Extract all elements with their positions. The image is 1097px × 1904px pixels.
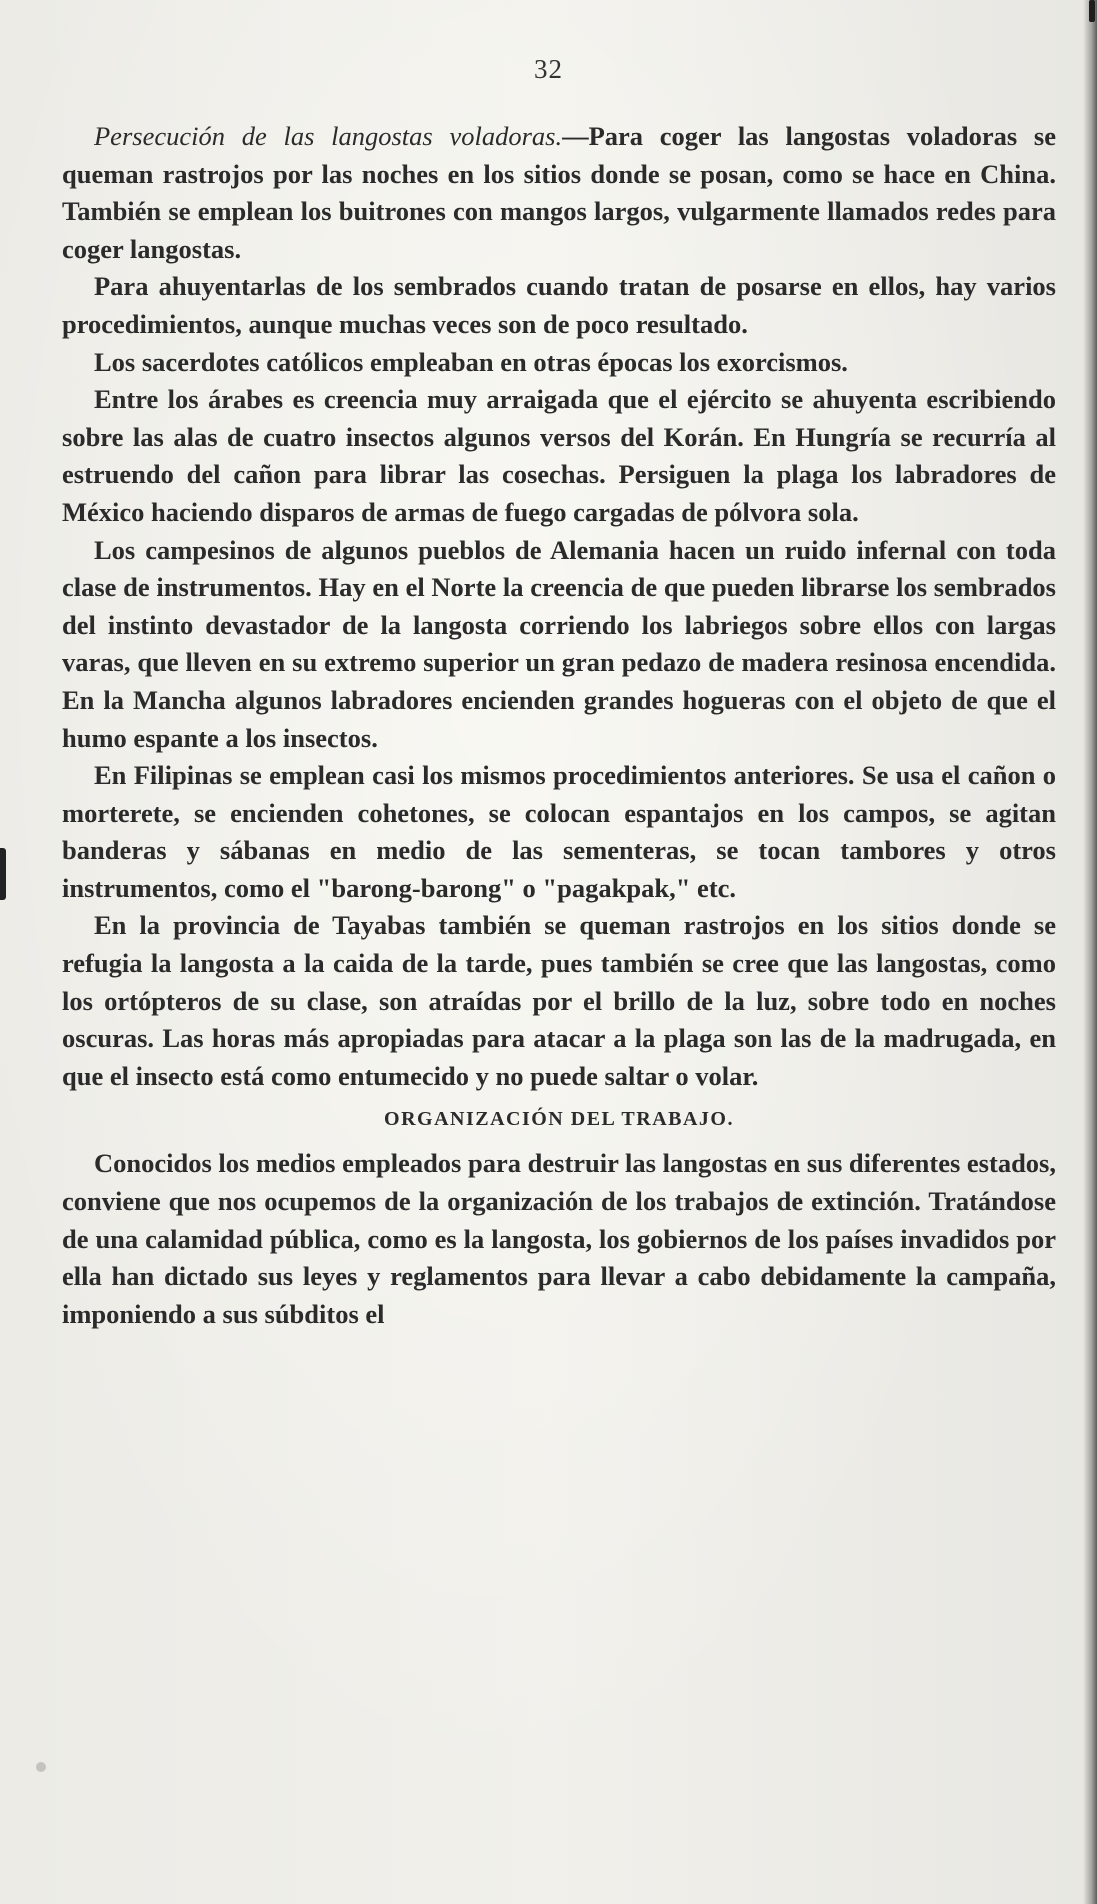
section-heading: ORGANIZACIÓN DEL TRABAJO. <box>384 1108 734 1131</box>
paragraph-ahuyentar: Para ahuyentarlas de los sembrados cuando tratan de posarse en ellos, hay varios procedimientos, aunque muchas veces son de poco resultado. <box>62 271 1056 339</box>
paragraph-persecucion <box>62 118 1056 268</box>
scan-speck <box>36 1762 46 1772</box>
paragraph-tayabas: En la provincia de Tayabas también se queman rastrojos en los sitios donde se refugia la langosta a la caida de la tarde, pues también se cree que las langostas, como los ortópteros de su clase, son atraídas por el brillo de la luz, sobre todo en noches oscuras. Las horas más apropiadas para atacar a la plaga son las de la madrugada, en que el insecto está como entumecido y no puede saltar o volar. <box>62 910 1056 1091</box>
paragraph-text: —Para coger las langostas voladoras se queman rastrojos por las noches en los sitios donde se posan, como se hace en China. También se emplean los buitrones con mangos largos, vulgarmente llamados redes para coger langostas. <box>62 121 1057 264</box>
paragraph-arabes: Entre los árabes es creencia muy arraigada que el ejército se ahuyenta escribiendo sobre las alas de cuatro insectos algunos versos del Korán. En Hungría se recurría al estruendo del cañon para librar las cosechas. Persiguen la plaga los labradores de México haciendo disparos de armas de fuego cargadas de pólvora sola. <box>62 384 1056 527</box>
page-edge-shadow <box>1083 0 1097 1904</box>
page-number: 32 <box>534 54 563 84</box>
paragraph-sacerdotes: Los sacerdotes católicos empleaban en otras épocas los exorcismos. <box>94 346 848 377</box>
paragraph-organizacion: Conocidos los medios empleados para destruir las langostas en sus diferentes estados, conviene que nos ocupemos de la organización de los trabajos de extinción. Tratándose de una calamidad pública, como es la langosta, los gobiernos de los países invadidos por ella han dictado sus leyes y reglamentos para llevar a cabo debidamente la campaña, imponiendo a sus súbditos el <box>62 1148 1056 1329</box>
scan-left-mark <box>0 848 6 900</box>
paragraph-alemania: Los campesinos de algunos pueblos de Alemania hacen un ruido infernal con toda clase de instrumentos. Hay en el Norte la creencia de que pueden librarse los sembrados del instinto devastador de la langosta corriendo los labriegos sobre ellos con largas varas, que lleven en su extremo superior un gran pedazo de madera resinosa encendida. En la Mancha algunos labradores encienden grandes hogueras con el objeto de que el humo espante a los insectos. <box>62 534 1056 753</box>
paragraph-title: Persecución de las langostas voladoras. <box>94 121 563 151</box>
scan-corner-mark <box>1089 0 1095 22</box>
page-body <box>62 118 1056 1333</box>
paragraph-filipinas: En Filipinas se emplean casi los mismos procedimientos anteriores. Se usa el cañon o morterete, se encienden cohetones, se colocan espantajos en los campos, se agitan banderas y sábanas en medio de las sementeras, se tocan tambores y otros instrumentos, como el "barong-barong" o "pagakpak," etc. <box>62 760 1056 903</box>
